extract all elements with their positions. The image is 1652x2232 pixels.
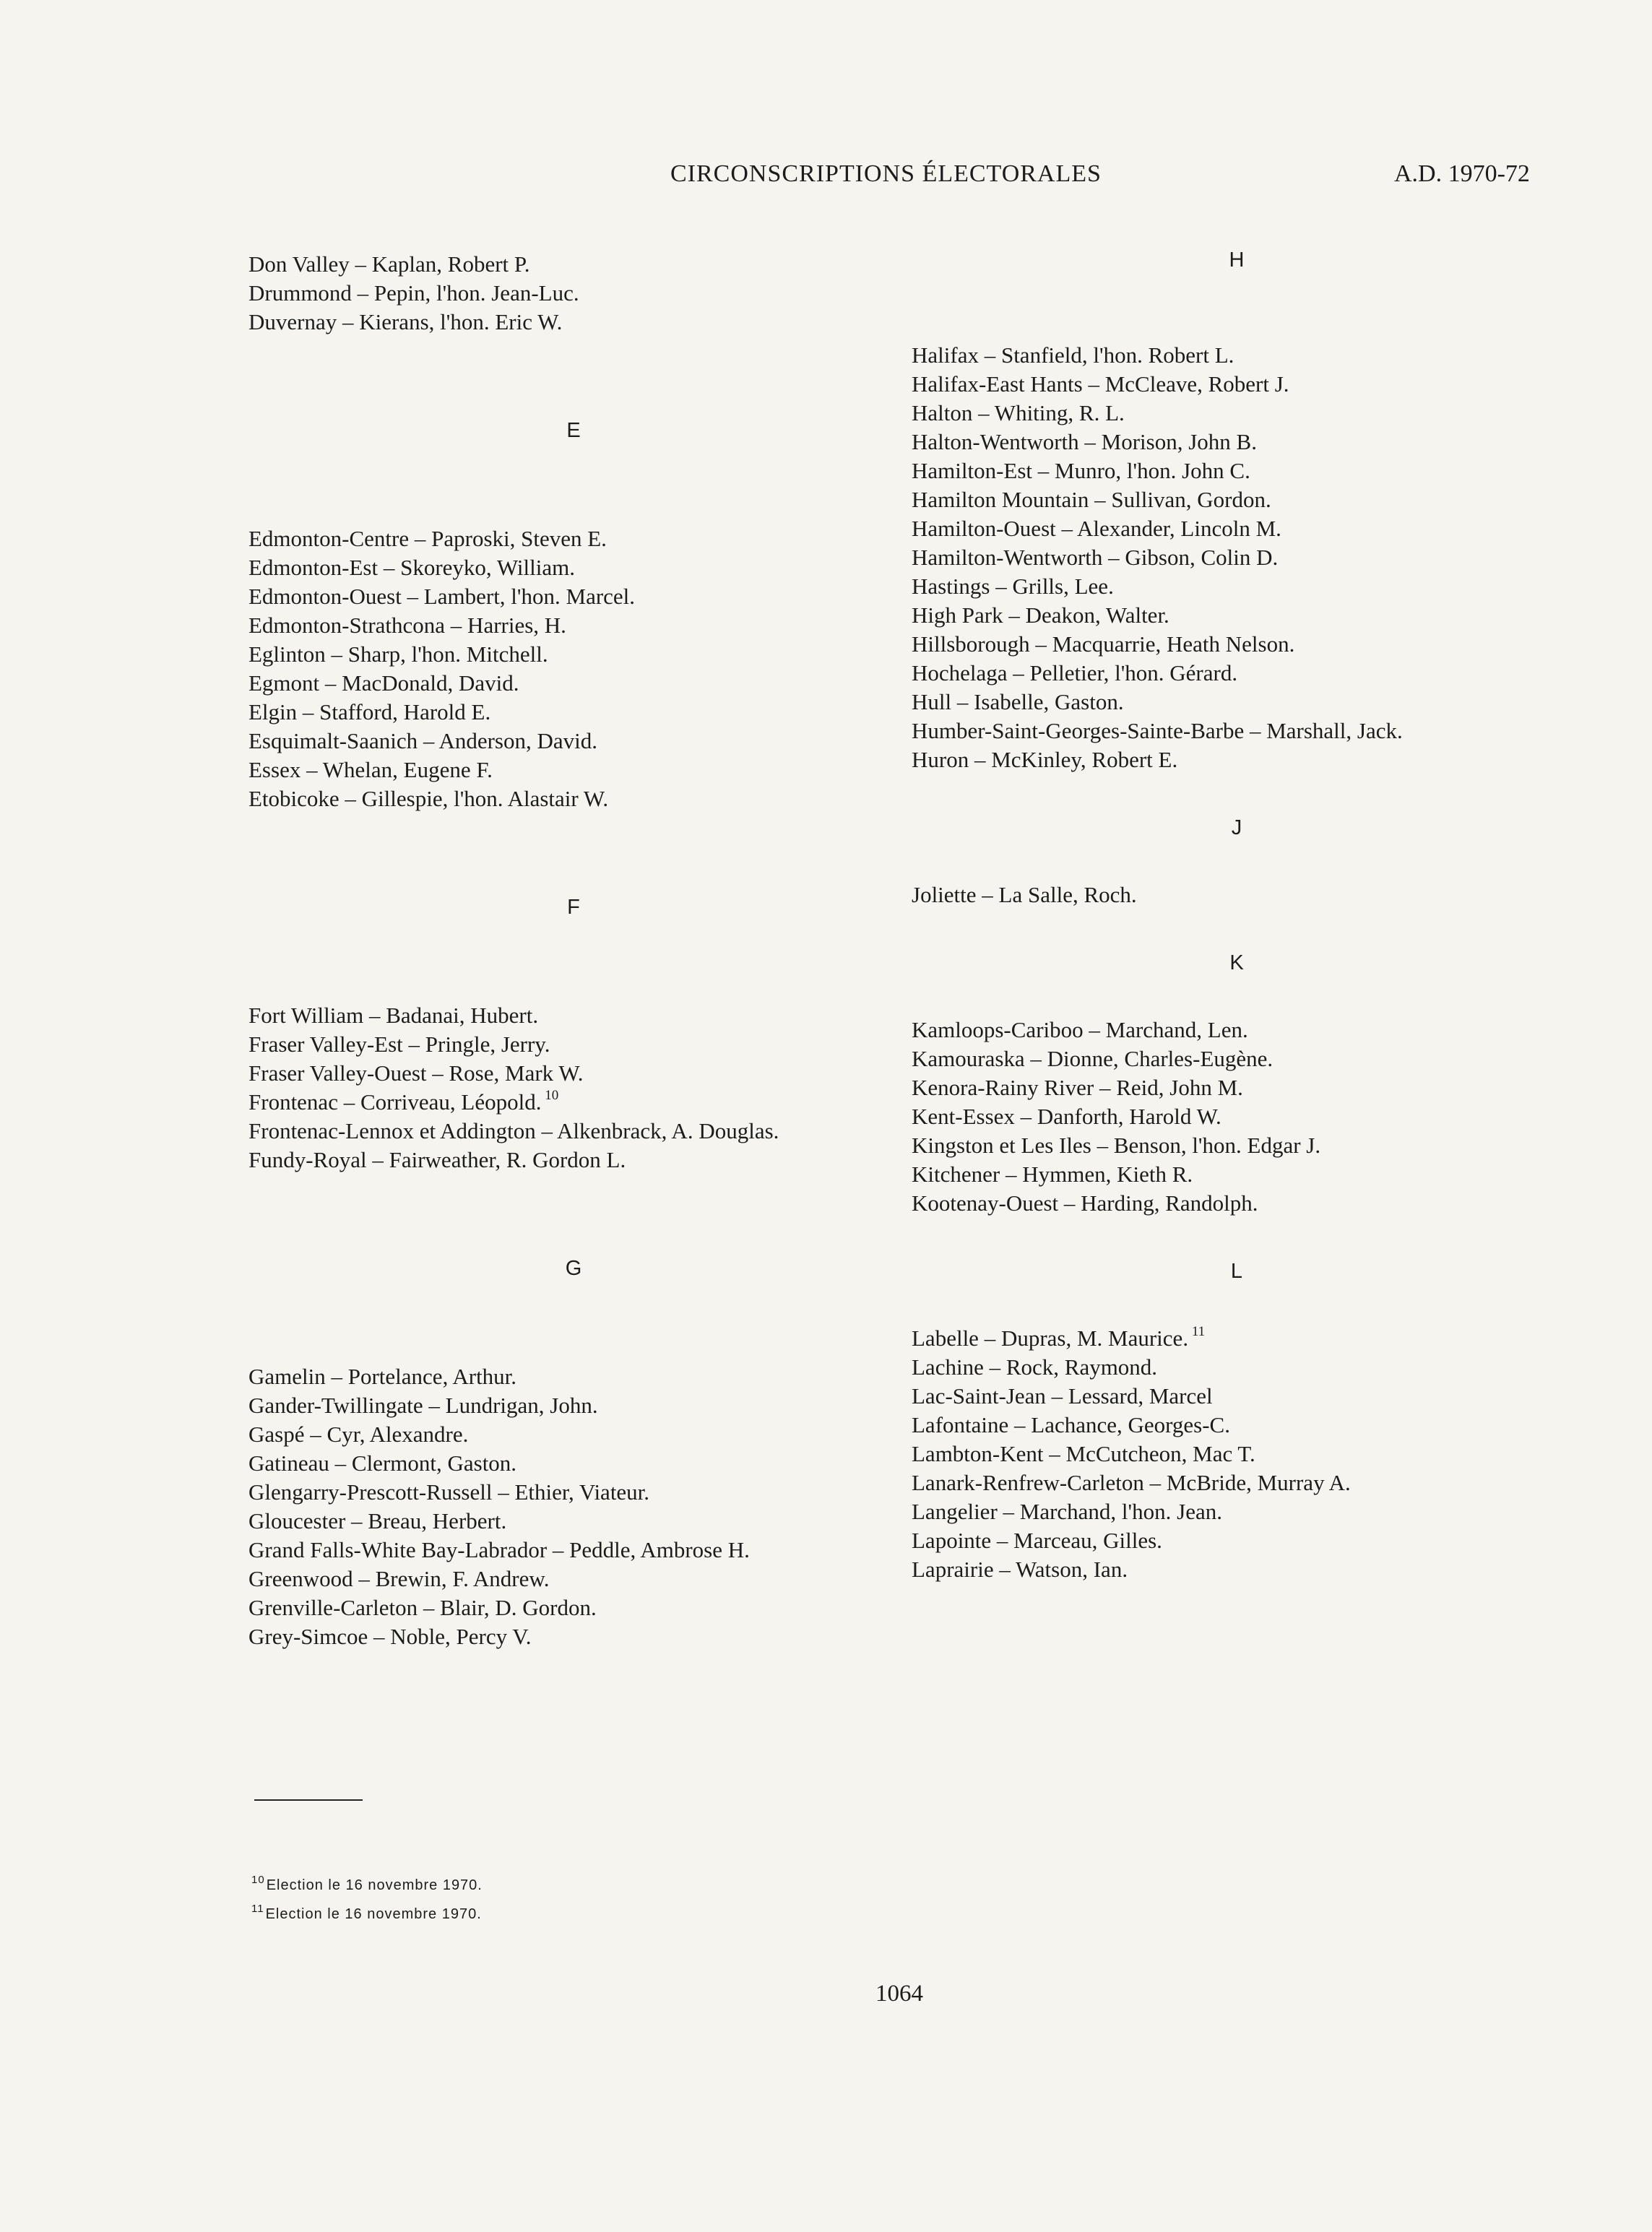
- list-item: Egmont – MacDonald, David.: [248, 670, 519, 696]
- list-item: Kitchener – Hymmen, Kieth R.: [912, 1162, 1193, 1187]
- list-item: Hillsborough – Macquarrie, Heath Nelson.: [912, 631, 1295, 657]
- list-item: Edmonton-Strathcona – Harries, H.: [248, 613, 566, 638]
- list-item: Gatineau – Clermont, Gaston.: [248, 1450, 517, 1476]
- footnote-reference: [1188, 1324, 1205, 1339]
- list-item: Esquimalt-Saanich – Anderson, David.: [248, 728, 597, 753]
- footnote: [251, 1871, 483, 1900]
- running-header-title: CIRCONSCRIPTIONS ÉLECTORALES: [670, 160, 1102, 187]
- list-item: Fundy-Royal – Fairweather, R. Gordon L.: [248, 1147, 626, 1172]
- list-item: Lafontaine – Lachance, Georges-C.: [912, 1412, 1230, 1437]
- section-f-entries: [248, 1001, 899, 1175]
- footnotes: [251, 1871, 483, 1929]
- footnote-mark: 11: [251, 1903, 264, 1915]
- list-item: Edmonton-Centre – Paproski, Steven E.: [248, 526, 607, 551]
- list-item: Grenville-Carleton – Blair, D. Gordon.: [248, 1595, 597, 1620]
- list-item: Huron – McKinley, Robert E.: [912, 747, 1178, 772]
- list-item: Edmonton-Ouest – Lambert, l'hon. Marcel.: [248, 584, 636, 609]
- list-item: Lapointe – Marceau, Gilles.: [912, 1528, 1162, 1553]
- list-item: Kingston et Les Iles – Benson, l'hon. Edgar J.: [912, 1133, 1321, 1158]
- left-column: [248, 250, 899, 1651]
- list-item: Hochelaga – Pelletier, l'hon. Gérard.: [912, 660, 1238, 685]
- footnote-ref-number: 11: [1191, 1324, 1206, 1339]
- list-item: High Park – Deakon, Walter.: [912, 602, 1169, 628]
- page-number: 1064: [875, 1981, 923, 2007]
- list-item: Humber-Saint-Georges-Sainte-Barbe – Marshall, Jack.: [912, 718, 1403, 743]
- section-k-entries: [912, 1016, 1562, 1218]
- section-letter-j: J: [1231, 816, 1242, 839]
- list-item: Don Valley – Kaplan, Robert P.: [248, 251, 530, 277]
- list-item: Kamouraska – Dionne, Charles-Eugène.: [912, 1046, 1273, 1071]
- list-item: Drummond – Pepin, l'hon. Jean-Luc.: [248, 280, 579, 306]
- section-j-entries: [912, 881, 1562, 909]
- list-item: Edmonton-Est – Skoreyko, William.: [248, 555, 575, 580]
- list-item: Laprairie – Watson, Ian.: [912, 1557, 1128, 1582]
- list-item: Fraser Valley-Ouest – Rose, Mark W.: [248, 1060, 584, 1086]
- list-item: Hamilton Mountain – Sullivan, Gordon.: [912, 487, 1271, 512]
- list-item: Langelier – Marchand, l'hon. Jean.: [912, 1499, 1222, 1524]
- list-item: Gaspé – Cyr, Alexandre.: [248, 1422, 469, 1447]
- list-item: Hastings – Grills, Lee.: [912, 574, 1114, 599]
- list-item: Hull – Isabelle, Gaston.: [912, 689, 1124, 714]
- running-header-year: A.D. 1970-72: [1394, 160, 1530, 187]
- list-item: Kent-Essex – Danforth, Harold W.: [912, 1104, 1221, 1129]
- list-item: Greenwood – Brewin, F. Andrew.: [248, 1566, 550, 1591]
- footnote-divider: [254, 1799, 363, 1801]
- section-letter-k: K: [1229, 951, 1244, 974]
- list-item: Joliette – La Salle, Roch.: [912, 882, 1137, 907]
- list-item: Etobicoke – Gillespie, l'hon. Alastair W.: [248, 786, 609, 811]
- entry-text: Frontenac – Corriveau, Léopold.: [248, 1089, 542, 1115]
- section-letter-l: L: [1230, 1260, 1243, 1283]
- footnote-text: Election le 16 novembre 1970.: [265, 1906, 482, 1922]
- list-item: Eglinton – Sharp, l'hon. Mitchell.: [248, 641, 548, 667]
- section-l-entries: [912, 1324, 1562, 1584]
- list-item: Halton-Wentworth – Morison, John B.: [912, 429, 1257, 454]
- list-item: Kootenay-Ouest – Harding, Randolph.: [912, 1190, 1258, 1216]
- footnote-text: Election le 16 novembre 1970.: [266, 1877, 483, 1893]
- section-h-entries: [912, 341, 1562, 774]
- footnote-reference: [541, 1088, 558, 1103]
- entry-text: Labelle – Dupras, M. Maurice.: [912, 1325, 1189, 1351]
- list-item: Hamilton-Est – Munro, l'hon. John C.: [912, 458, 1250, 483]
- right-column: [912, 248, 1562, 1584]
- list-item: Fraser Valley-Est – Pringle, Jerry.: [248, 1031, 550, 1057]
- section-letter-f: F: [567, 896, 580, 919]
- footnote-mark: 10: [251, 1874, 265, 1886]
- list-item: Lambton-Kent – McCutcheon, Mac T.: [912, 1441, 1255, 1466]
- list-item: [912, 1324, 1562, 1353]
- list-item: Halifax – Stanfield, l'hon. Robert L.: [912, 342, 1234, 368]
- list-item: Grey-Simcoe – Noble, Percy V.: [248, 1624, 532, 1649]
- list-item: Fort William – Badanai, Hubert.: [248, 1003, 539, 1028]
- list-item: Essex – Whelan, Eugene F.: [248, 757, 493, 782]
- section-letter-g: G: [565, 1257, 582, 1280]
- list-item: Gamelin – Portelance, Arthur.: [248, 1364, 517, 1389]
- list-item: Grand Falls-White Bay-Labrador – Peddle, Ambrose H.: [248, 1537, 750, 1562]
- list-item: Halton – Whiting, R. L.: [912, 400, 1125, 425]
- section-g-entries: [248, 1362, 899, 1651]
- section-letter-h: H: [1229, 248, 1245, 272]
- footnote-ref-number: 10: [545, 1088, 559, 1103]
- list-item: Gander-Twillingate – Lundrigan, John.: [248, 1393, 598, 1418]
- list-item: Lac-Saint-Jean – Lessard, Marcel: [912, 1383, 1213, 1409]
- list-item: Glengarry-Prescott-Russell – Ethier, Viateur.: [248, 1479, 650, 1505]
- list-item: Lachine – Rock, Raymond.: [912, 1354, 1158, 1380]
- list-item: Kamloops-Cariboo – Marchand, Len.: [912, 1017, 1248, 1042]
- list-item: Elgin – Stafford, Harold E.: [248, 699, 491, 724]
- section-e-entries: [248, 524, 899, 813]
- list-item: [248, 1088, 899, 1117]
- footnote: [251, 1900, 483, 1929]
- list-item: Frontenac-Lennox et Addington – Alkenbrack, A. Douglas.: [248, 1118, 779, 1143]
- list-item: Kenora-Rainy River – Reid, John M.: [912, 1075, 1243, 1100]
- list-item: Hamilton-Ouest – Alexander, Lincoln M.: [912, 516, 1281, 541]
- section-d-entries: [248, 250, 899, 337]
- section-letter-e: E: [566, 419, 581, 442]
- list-item: Lanark-Renfrew-Carleton – McBride, Murray A.: [912, 1470, 1351, 1495]
- list-item: Hamilton-Wentworth – Gibson, Colin D.: [912, 545, 1279, 570]
- list-item: Gloucester – Breau, Herbert.: [248, 1508, 507, 1534]
- list-item: Halifax-East Hants – McCleave, Robert J.: [912, 371, 1289, 397]
- list-item: Duvernay – Kierans, l'hon. Eric W.: [248, 309, 563, 334]
